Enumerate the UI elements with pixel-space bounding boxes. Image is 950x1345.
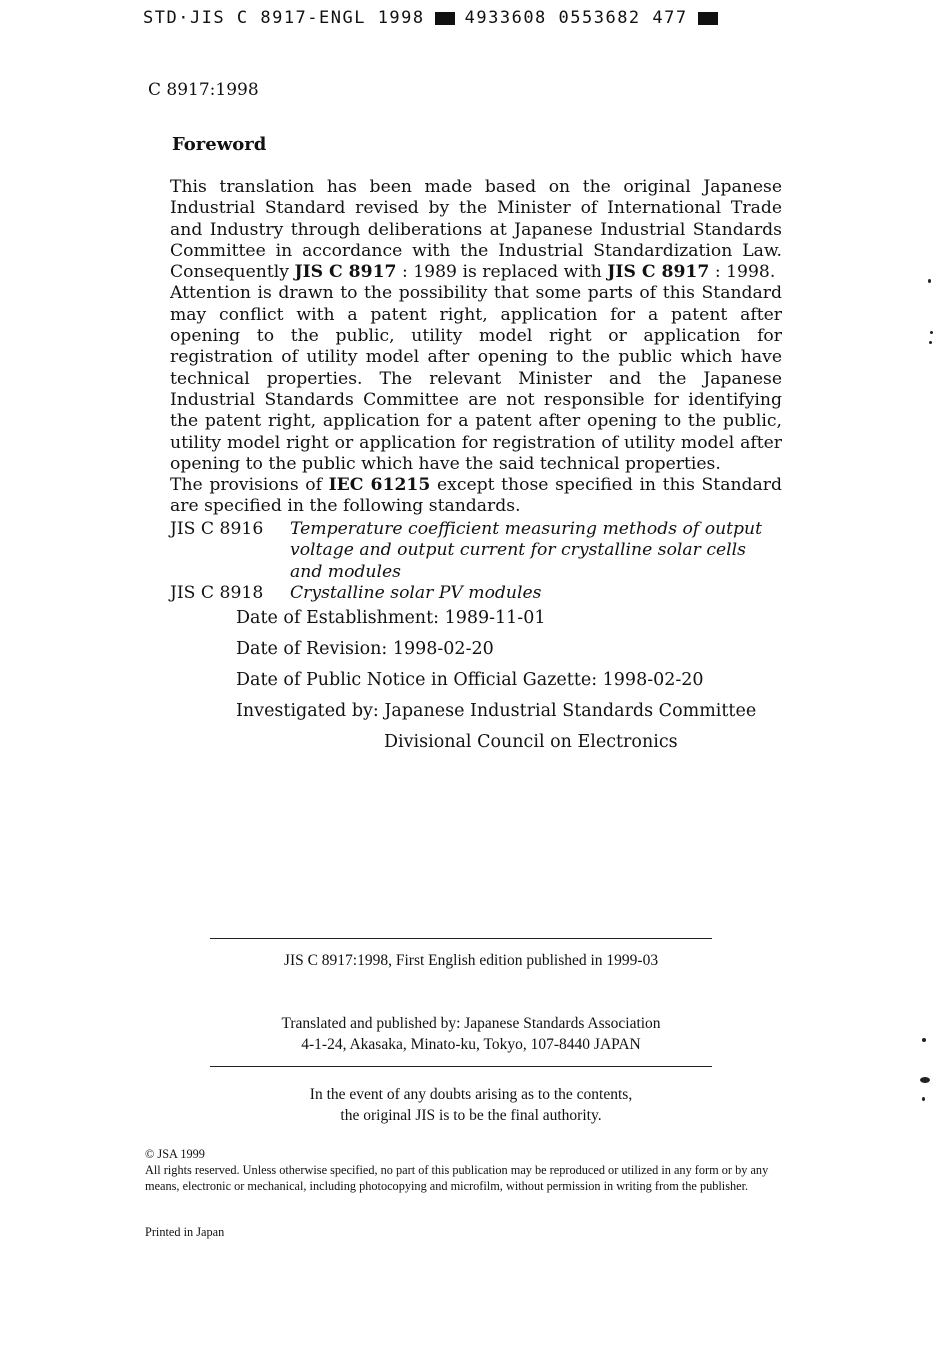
iec-ref: IEC 61215 xyxy=(328,475,431,496)
foreword-paragraph-1: This translation has been made based on the original Japanese Industrial Standard revised by the Minister of International Trade and Industry through deliberations at Japanese Industrial Standards Committee in accordance with the Industrial Standardization Law. Consequently JIS C 8917 : 1989 is replaced with JIS C 8917 : 1998. xyxy=(170,177,782,283)
header-code-part1: STD·JIS C 8917-ENGL 1998 xyxy=(143,8,425,28)
jis-new-ref: JIS C 8917 xyxy=(607,262,710,283)
printed-in: Printed in Japan xyxy=(145,1225,225,1239)
standard-code: JIS C 8918 xyxy=(170,582,264,603)
scan-speck xyxy=(920,1077,930,1083)
foreword-paragraph-2: Attention is drawn to the possibility that some parts of this Standard may conflict with a patent right, application for a patent after opening to the public, utility model right or application for registration of utility model after opening to the public which have technical properties. The relevant Minister and the Japanese Industrial Standards Committee are not responsible for identifying the patent right, application for a patent after opening to the public, utility model right or application for registration of utility model after opening to the public which have the said technical properties. xyxy=(170,283,782,474)
referenced-standards-list xyxy=(170,519,782,604)
standard-id: C 8917:1998 xyxy=(148,80,259,100)
foreword-paragraph-3: The provisions of IEC 61215 except those specified in this Standard are specified in the following standards. xyxy=(170,475,782,517)
copyright-block xyxy=(145,1146,785,1194)
date-establishment: Date of Establishment: 1989-11-01 xyxy=(236,608,546,628)
standard-title: Crystalline solar PV modules xyxy=(290,582,542,603)
redaction-block-icon xyxy=(435,12,455,25)
divisional-council: Divisional Council on Electronics xyxy=(384,732,678,752)
list-item xyxy=(170,519,782,583)
investigated-by: Investigated by: Japanese Industrial Standards Committee xyxy=(236,701,757,721)
scan-speck xyxy=(922,1097,925,1101)
edition-statement: JIS C 8917:1998, First English edition published in 1999-03 xyxy=(283,952,659,969)
date-public-notice: Date of Public Notice in Official Gazette: 1998-02-20 xyxy=(236,670,704,690)
copyright-notice: © JSA 1999 xyxy=(145,1147,205,1161)
date-revision: Date of Revision: 1998-02-20 xyxy=(236,639,494,659)
divider xyxy=(210,938,712,939)
header-code-part2: 4933608 0553682 477 xyxy=(464,8,688,28)
standard-code: JIS C 8916 xyxy=(170,519,264,539)
document-header-code xyxy=(143,8,728,28)
publisher-line: Translated and published by: Japanese Standards Association xyxy=(281,1015,661,1032)
list-item xyxy=(170,583,782,604)
rights-statement: All rights reserved. Unless otherwise specified, no part of this publication may be reproduced or utilized in any form or by any means, electronic or mechanical, including photocopying and microfilm, without permission in writing from the publisher. xyxy=(145,1163,769,1193)
authority-notice: In the event of any doubts arising as to the contents, the original JIS is to be the final authority. xyxy=(309,1086,633,1124)
divider xyxy=(210,1066,712,1067)
publisher-block xyxy=(210,1013,732,1055)
scan-speck xyxy=(929,341,932,344)
redaction-block-icon xyxy=(698,12,718,25)
scan-speck xyxy=(930,331,933,334)
jis-old-ref: JIS C 8917 xyxy=(294,262,397,283)
scan-speck xyxy=(922,1038,926,1042)
foreword-body xyxy=(170,177,782,518)
foreword-title: Foreword xyxy=(172,134,267,155)
standard-title: Temperature coefficient measuring methods of output voltage and output current for crystalline solar cells and modules xyxy=(290,519,763,582)
scan-speck xyxy=(928,279,931,283)
dates-block xyxy=(236,603,756,758)
publisher-address: 4-1-24, Akasaka, Minato-ku, Tokyo, 107-8440 JAPAN xyxy=(301,1036,641,1053)
